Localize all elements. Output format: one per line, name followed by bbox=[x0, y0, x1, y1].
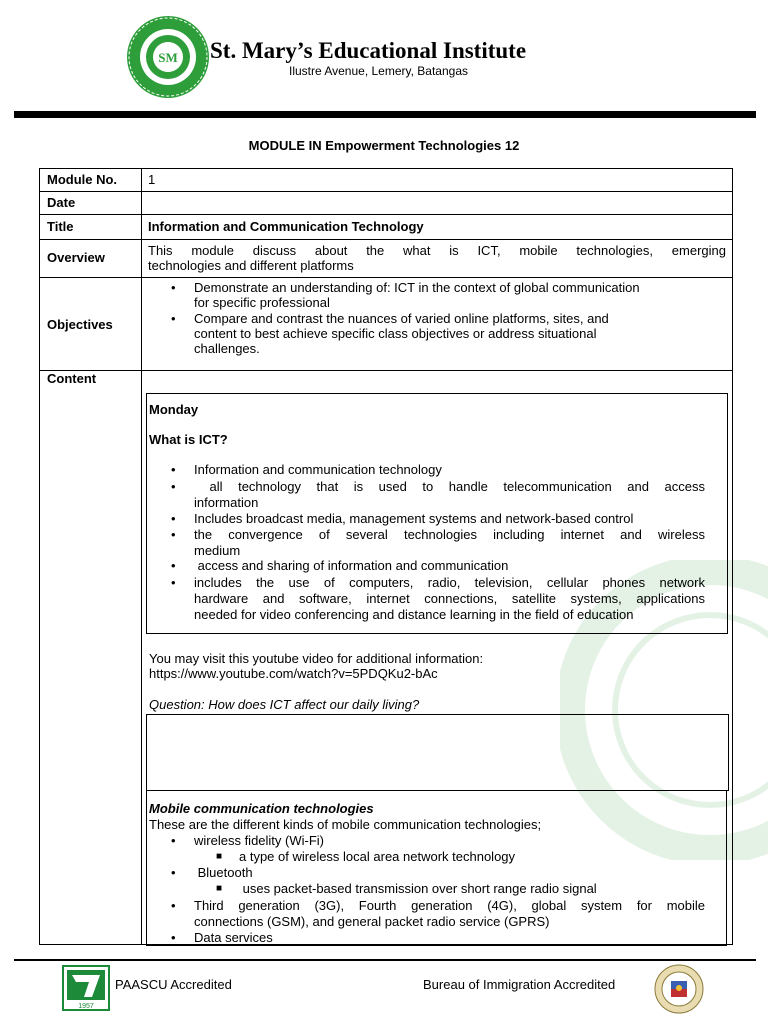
date-label: Date bbox=[47, 195, 76, 210]
mobile-item-2: Bluetooth bbox=[194, 865, 253, 880]
paascu-logo bbox=[62, 965, 110, 1011]
bullet-dot: • bbox=[171, 462, 176, 477]
mobile-heading: Mobile communication technologies bbox=[149, 801, 374, 816]
bureau-of-immigration-seal bbox=[654, 964, 704, 1014]
svg-text:SM: SM bbox=[158, 50, 178, 65]
school-address: Ilustre Avenue, Lemery, Batangas bbox=[289, 64, 468, 78]
svg-text:1957: 1957 bbox=[78, 1003, 94, 1010]
mobile-item-3-line-1: Third generation (3G), Fourth generation (4G), global system for mobile bbox=[194, 898, 705, 913]
mobile-sub-2: uses packet-based transmission over short range radio signal bbox=[239, 881, 597, 896]
bullet-dot: • bbox=[171, 898, 176, 913]
bullet-dot: • bbox=[171, 930, 176, 945]
youtube-link[interactable]: https://www.youtube.com/watch?v=5PDQKu2-bAc bbox=[149, 666, 438, 681]
ict-bullet-2-line-2: information bbox=[194, 495, 259, 510]
row-divider bbox=[39, 214, 733, 215]
objective-1-line-1: Demonstrate an understanding of: ICT in the context of global communication bbox=[194, 280, 640, 295]
school-seal-logo bbox=[125, 14, 211, 100]
overview-line-2: technologies and different platforms bbox=[148, 258, 354, 273]
bullet-dot: • bbox=[171, 280, 176, 295]
school-name: St. Mary’s Educational Institute bbox=[210, 38, 527, 63]
header-divider bbox=[14, 111, 756, 118]
ict-bullet-6-line-3: needed for video conferencing and distance learning in the field of education bbox=[194, 607, 634, 622]
visit-text: You may visit this youtube video for additional information: bbox=[149, 651, 484, 666]
objective-2-line-2: content to best achieve specific class objectives or address situational bbox=[194, 326, 597, 341]
ict-bullet-2-line-1: all technology that is used to handle telecommunication and access bbox=[194, 479, 705, 494]
mobile-intro: These are the different kinds of mobile communication technologies; bbox=[149, 817, 542, 832]
objectives-label: Objectives bbox=[47, 317, 113, 332]
paascu-accredited-text: PAASCU Accredited bbox=[115, 977, 232, 992]
bullet-dot: • bbox=[171, 575, 176, 590]
ict-bullet-3: Includes broadcast media, management systems and network-based control bbox=[194, 511, 634, 526]
title-value: Information and Communication Technology bbox=[148, 219, 424, 234]
answer-box[interactable] bbox=[146, 714, 729, 791]
bullet-dot: • bbox=[171, 865, 176, 880]
ict-bullet-4-line-2: medium bbox=[194, 543, 241, 558]
ict-bullet-4-line-1: the convergence of several technologies including internet and wireless bbox=[194, 527, 705, 542]
bullet-dot: • bbox=[171, 511, 176, 526]
ict-bullet-1: Information and communication technology bbox=[194, 462, 442, 477]
bullet-dot: • bbox=[171, 833, 176, 848]
table-column-divider bbox=[141, 168, 142, 945]
what-is-ict-heading: What is ICT? bbox=[149, 432, 228, 447]
row-divider bbox=[39, 370, 733, 371]
mobile-item-4: Data services bbox=[194, 930, 273, 945]
monday-heading: Monday bbox=[149, 402, 199, 417]
title-label: Title bbox=[47, 219, 74, 234]
bullet-dot: • bbox=[171, 479, 176, 494]
bullet-dot: • bbox=[171, 527, 176, 542]
question-text: Question: How does ICT affect our daily living? bbox=[149, 697, 420, 712]
ict-bullet-5: access and sharing of information and communication bbox=[194, 558, 509, 573]
mobile-sub-1: a type of wireless local area network technology bbox=[239, 849, 516, 864]
row-divider bbox=[39, 277, 733, 278]
objective-2-line-3: challenges. bbox=[194, 341, 260, 356]
module-title: MODULE IN Empowerment Technologies 12 bbox=[248, 138, 520, 153]
bullet-dot: • bbox=[171, 311, 176, 326]
row-divider bbox=[39, 191, 733, 192]
mobile-item-1: wireless fidelity (Wi-Fi) bbox=[194, 833, 324, 848]
square-bullet: ■ bbox=[216, 883, 223, 894]
overview-label: Overview bbox=[47, 250, 105, 265]
content-label: Content bbox=[47, 371, 97, 386]
module-no-label: Module No. bbox=[47, 172, 118, 187]
row-divider bbox=[39, 239, 733, 240]
square-bullet: ■ bbox=[216, 851, 223, 862]
immigration-accredited-text: Bureau of Immigration Accredited bbox=[423, 977, 616, 992]
bullet-dot: • bbox=[171, 558, 176, 573]
module-no-value: 1 bbox=[148, 172, 156, 187]
ict-bullet-6-line-2: hardware and software, internet connections, satellite systems, applications bbox=[194, 591, 705, 606]
ict-bullet-6-line-1: includes the use of computers, radio, television, cellular phones network bbox=[194, 575, 705, 590]
footer-divider bbox=[14, 959, 756, 961]
objective-1-line-2: for specific professional bbox=[194, 295, 330, 310]
overview-line-1: This module discuss about the what is ICT, mobile technologies, emerging bbox=[148, 243, 726, 258]
objective-2-line-1: Compare and contrast the nuances of varied online platforms, sites, and bbox=[194, 311, 609, 326]
mobile-item-3-line-2: connections (GSM), and general packet radio service (GPRS) bbox=[194, 914, 550, 929]
